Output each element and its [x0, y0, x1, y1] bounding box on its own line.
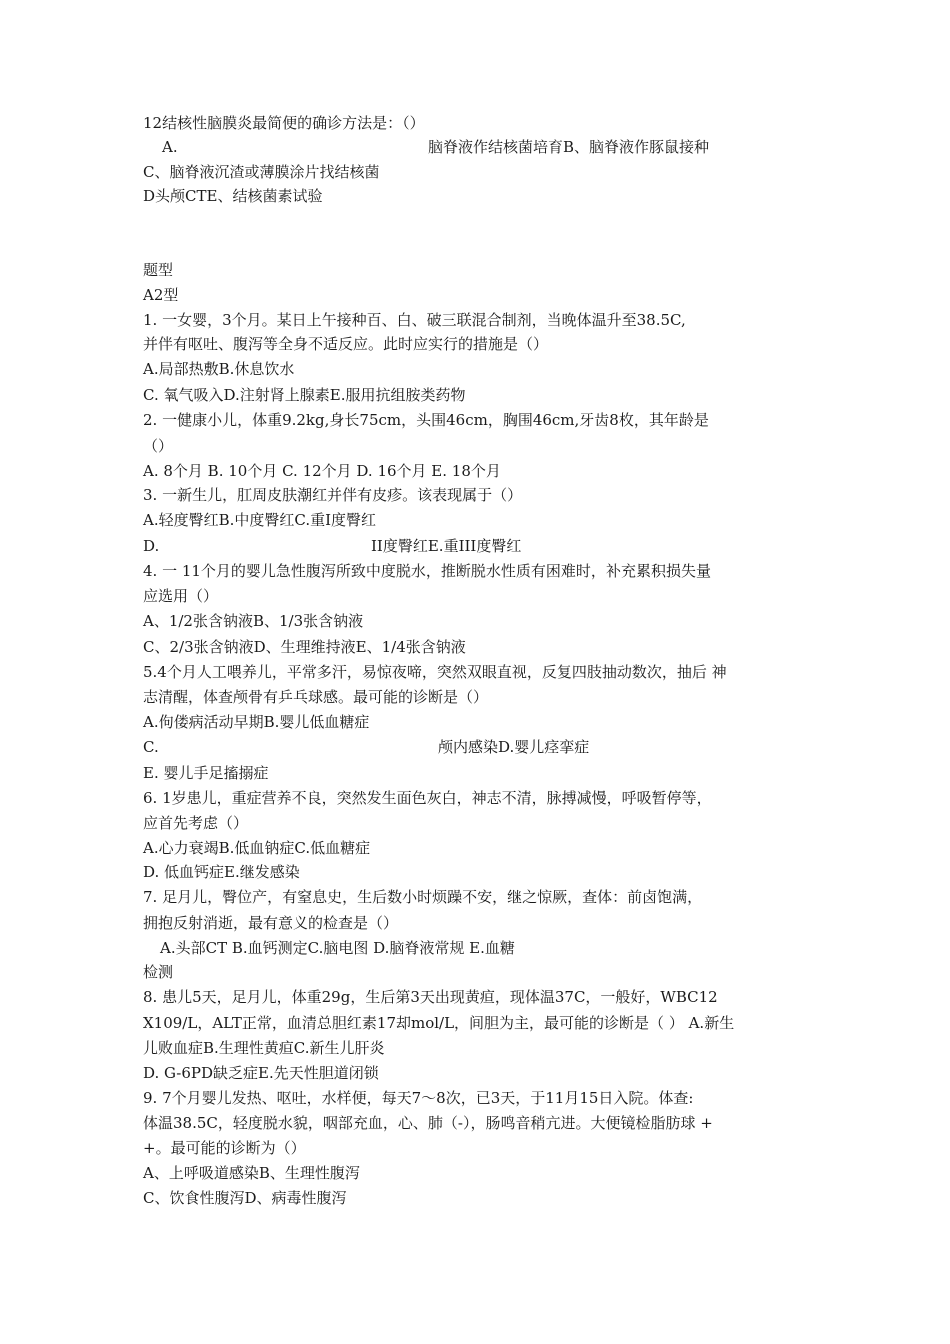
q1-options-ab: A.局部热敷B.休息饮水 [143, 360, 295, 378]
q9-line3: +。最可能的诊断为（） [143, 1139, 306, 1157]
q5-option-c-label: C. [143, 738, 159, 756]
q8-options-de: D. G-6PD缺乏症E.先天性胆道闭锁 [143, 1064, 379, 1082]
q1-line1: 1. 一女婴，3个月。某日上午接种百、白、破三联混合制剂，当晚体温升至38.5C, [143, 311, 686, 329]
q6-line1: 6. 1岁患儿，重症营养不良，突然发生面色灰白，神志不清，脉搏减慢，呼吸暂停等， [143, 789, 712, 807]
q3-options-de: II度臀红E.重III度臀红 [371, 537, 522, 555]
q12-option-a-label: A. [162, 138, 178, 156]
q6-line2: 应首先考虑（） [143, 814, 249, 832]
q12-option-c: C、脑脊液沉渣或薄膜涂片找结核菌 [143, 163, 380, 181]
q3-options-abc: A.轻度臀红B.中度臀红C.重I度臀红 [143, 511, 377, 529]
section-heading: 题型 [143, 261, 174, 279]
q5-options-cd: 颅内感染D.婴儿痉挛症 [438, 738, 590, 756]
q7-options: A.头部CT B.血钙测定C.脑电图 D.脑脊液常规 E.血糖 [160, 939, 515, 957]
q8-line3: 儿败血症B.生理性黄疸C.新生儿肝炎 [143, 1039, 385, 1057]
q3-line1: 3. 一新生儿，肛周皮肤潮红并伴有皮疹。该表现属于（） [143, 486, 523, 504]
q5-options-ab: A.佝偻病活动早期B.婴儿低血糖症 [143, 713, 370, 731]
q2-options: A. 8个月 B. 10个月 C. 12个月 D. 16个月 E. 18个月 [143, 462, 501, 480]
q8-line1: 8. 患儿5天，足月儿，体重29g，生后第3天出现黄疸，现体温37C，一般好，WBC12 [143, 988, 718, 1006]
q9-options-cd: C、饮食性腹泻D、病毒性腹泻 [143, 1189, 347, 1207]
q6-options-de: D. 低血钙症E.继发感染 [143, 863, 300, 881]
q12-stem: 12结核性脑膜炎最简便的确诊方法是：（） [143, 114, 425, 132]
q1-line2: 并伴有呕吐、腹泻等全身不适反应。此时应实行的措施是（） [143, 335, 549, 353]
q5-line1: 5.4个月人工喂养儿，平常多汗，易惊夜啼，突然双眼直视，反复四肢抽动数次，抽后 神 [143, 663, 727, 681]
q4-line2: 应选用（） [143, 587, 219, 605]
q9-options-ab: A、上呼吸道感染B、生理性腹泻 [143, 1164, 360, 1182]
q2-line1: 2. 一健康小儿，体重9.2kg,身长75cm，头围46cm，胸围46cm,牙齿8枚，其年龄是 [143, 411, 709, 429]
q4-options-ab: A、1/2张含钠液B、1/3张含钠液 [143, 612, 364, 630]
q8-line2: X109/L，ALT正常，血清总胆红素17却mol/L，间胆为主，最可能的诊断是（ ） A.新生 [143, 1014, 735, 1032]
section-type: A2型 [143, 286, 179, 304]
q12-option-a-text: 脑脊液作结核菌培育B、脑脊液作豚鼠接种 [428, 138, 710, 156]
q1-options-cde: C. 氧气吸入D.注射肾上腺素E.服用抗组胺类药物 [143, 386, 466, 404]
q4-options-cde: C、2/3张含钠液D、生理维持液E、1/4张含钠液 [143, 638, 466, 656]
q12-option-d: D头颅CTE、结核菌素试验 [143, 187, 323, 205]
q5-option-e: E. 婴儿手足搐搦症 [143, 764, 269, 782]
q4-line1: 4. 一 11个月的婴儿急性腹泻所致中度脱水，推断脱水性质有困难时，补充累积损失量 [143, 562, 711, 580]
q7-line2: 拥抱反射消逝，最有意义的检查是（） [143, 914, 399, 932]
q2-line2: （） [143, 437, 174, 455]
q7-line1: 7. 足月儿，臀位产，有窒息史，生后数小时烦躁不安，继之惊厥，查体：前卤饱满， [143, 888, 703, 906]
q5-line2: 志清醒，体查颅骨有乒乓球感。最可能的诊断是（） [143, 688, 489, 706]
q9-line2: 体温38.5C，轻度脱水貌，咽部充血，心、肺（-），肠鸣音稍亢进。大便镜检脂肪球 + [143, 1114, 713, 1132]
q9-line1: 9. 7个月婴儿发热、呕吐，水样便，每天7〜8次，已3天，于11月15日入院。体查: [143, 1089, 694, 1107]
q6-options-abc: A.心力衰竭B.低血钠症C.低血糖症 [143, 839, 371, 857]
q7-options-cont: 检测 [143, 963, 174, 981]
q3-option-d-label: D. [143, 537, 160, 555]
